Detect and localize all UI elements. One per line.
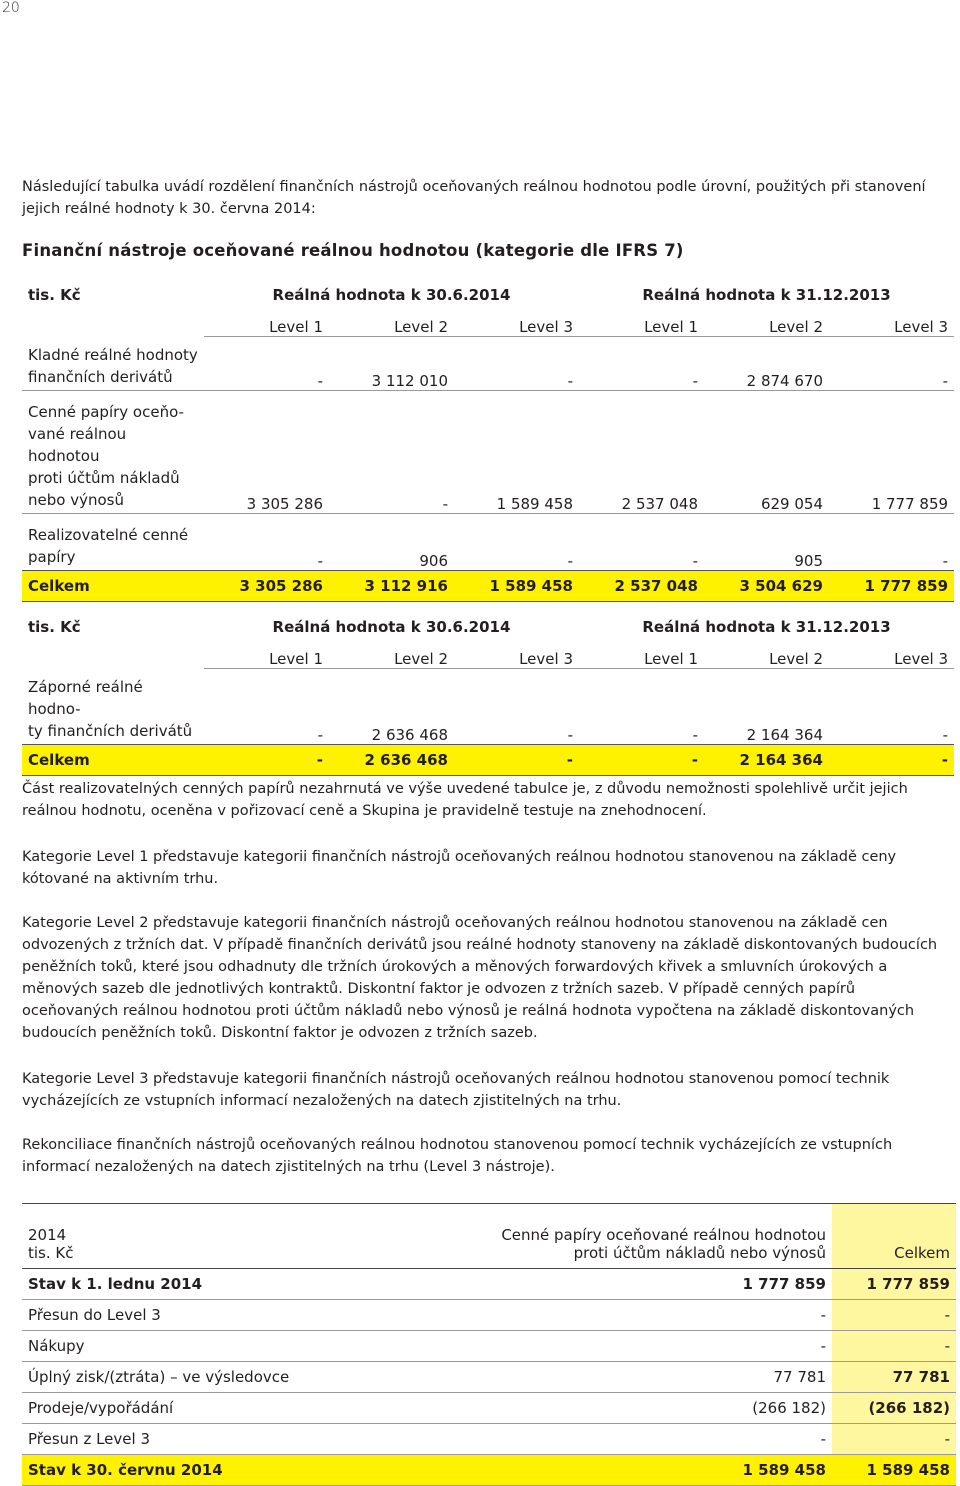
- table-row: [22, 514, 954, 571]
- section-heading: Finanční nástroje oceňované reálnou hodnotou (kategorie dle IFRS 7): [22, 241, 684, 260]
- total-cell: -: [579, 745, 704, 776]
- total-cell: -: [204, 745, 329, 776]
- cell: 1 777 859: [829, 391, 954, 514]
- row-label: Stav k 1. lednu 2014: [22, 1269, 442, 1300]
- cell: -: [692, 552, 698, 570]
- level-header: Level 2: [704, 636, 829, 668]
- cell: -: [942, 726, 949, 744]
- level3-reconciliation-table: [22, 1203, 956, 1486]
- table-row: [22, 1269, 956, 1300]
- total-cell: 2 537 048: [579, 571, 704, 602]
- cell: 3 112 010: [329, 336, 454, 391]
- fair-value-assets-table: [22, 276, 954, 602]
- intro-text: Následující tabulka uvádí rozdělení finančních nástrojů oceňovaných reálnou hodnotou podle úrovní, použitých při stanovení jejich reálné hodnoty k 30. června 2014:: [22, 179, 926, 217]
- level-header: Level 3: [454, 304, 579, 336]
- level-header: Level 1: [204, 636, 329, 668]
- cell: 1 589 458: [442, 1455, 832, 1486]
- recon-total-header: Celkem: [832, 1204, 956, 1269]
- period-header-2014: Reálná hodnota k 30.6.2014: [272, 286, 511, 304]
- row-label: vané reálnou hodnotou: [28, 425, 127, 465]
- cell: -: [832, 1300, 956, 1331]
- unit-label: tis. Kč: [28, 618, 81, 636]
- paragraph: Část realizovatelných cenných papírů nezahrnutá ve výše uvedené tabulce je, z důvodu nemožnosti spolehlivě určit jejich reálnou hodnotu, oceněna v pořizovací ceně a Skupina je pravidelně testuje na znehodnocení.: [22, 781, 908, 819]
- table-row: [22, 668, 954, 745]
- cell: 905: [794, 552, 823, 570]
- level-header: Level 1: [579, 304, 704, 336]
- row-label: Cenné papíry oceňo-: [28, 403, 184, 421]
- level-header: Level 2: [704, 304, 829, 336]
- cell: -: [204, 336, 329, 391]
- paragraph: Kategorie Level 3 představuje kategorii finančních nástrojů oceňovaných reálnou hodnotou stanovenou pomocí technik vycházejících ze vstupních informací nezaložených na datech zjistitelných na trhu.: [22, 1071, 890, 1109]
- total-row: [22, 571, 954, 602]
- row-label: papíry: [28, 548, 76, 566]
- total-label: Celkem: [22, 571, 204, 602]
- total-cell: 2 164 364: [704, 745, 829, 776]
- cell: 2 164 364: [746, 726, 823, 744]
- total-cell: 2 636 468: [329, 745, 454, 776]
- table-row: [22, 1424, 956, 1455]
- cell: 2 537 048: [579, 391, 704, 514]
- level-header: Level 3: [829, 304, 954, 336]
- cell: -: [829, 336, 954, 391]
- cell: 77 781: [442, 1362, 832, 1393]
- cell: 3 305 286: [204, 391, 329, 514]
- row-label: Nákupy: [22, 1331, 442, 1362]
- paragraph: Kategorie Level 1 představuje kategorii finančních nástrojů oceňovaných reálnou hodnotou stanovenou na základě ceny kótované na aktivním trhu.: [22, 849, 897, 887]
- cell: 77 781: [832, 1362, 956, 1393]
- cell: 1 777 859: [442, 1269, 832, 1300]
- level-header: Level 3: [454, 636, 579, 668]
- total-label: Celkem: [22, 745, 204, 776]
- table-row: [22, 1300, 956, 1331]
- cell: 2 874 670: [704, 336, 829, 391]
- cell: -: [579, 336, 704, 391]
- cell: -: [442, 1300, 832, 1331]
- recon-unit: tis. Kč: [28, 1244, 74, 1262]
- row-label: Realizovatelné cenné: [28, 526, 189, 544]
- total-cell: 3 112 916: [329, 571, 454, 602]
- cell: 906: [419, 552, 448, 570]
- level-header: Level 1: [204, 304, 329, 336]
- fair-value-liabilities-table: [22, 608, 954, 776]
- total-row: [22, 1455, 956, 1486]
- cell: -: [692, 726, 698, 744]
- row-label: Prodeje/vypořádání: [22, 1393, 442, 1424]
- total-cell: 3 305 286: [204, 571, 329, 602]
- cell: -: [567, 552, 573, 570]
- row-label: ty finančních derivátů: [28, 722, 193, 740]
- cell: -: [442, 1424, 832, 1455]
- total-cell: 3 504 629: [704, 571, 829, 602]
- table-row: [22, 1393, 956, 1424]
- paragraph: Kategorie Level 2 představuje kategorii finančních nástrojů oceňovaných reálnou hodnotou stanovenou na základě cen odvozených z tržních dat. V případě finančních derivátů jsou reálné hodnoty stanoveny na základě diskontovaných budoucích peněžních toků, které jsou odhadnuty dle tržních úrokových a měnových forwardových křivek a smluvních úrokových a měnových sazeb dle jednotlivých kontraktů. Diskontní faktor je odvozen z tržních sazeb. V případě cenných papírů oceňovaných reálnou hodnotou proti účtům nákladů nebo výnosů je reálná hodnota vypočtena na základě diskontovaných budoucích peněžních toků. Diskontní faktor je odvozen z tržních sazeb.: [22, 915, 938, 1041]
- table-row: [22, 336, 954, 391]
- cell: 629 054: [704, 391, 829, 514]
- level-header: Level 3: [829, 636, 954, 668]
- cell: -: [317, 552, 323, 570]
- unit-label: tis. Kč: [28, 286, 81, 304]
- cell: (266 182): [442, 1393, 832, 1424]
- page-number: 20: [2, 0, 20, 16]
- recon-col-header: Cenné papíry oceňované reálnou hodnotou: [501, 1226, 826, 1244]
- table-row: [22, 391, 954, 514]
- cell: -: [317, 726, 323, 744]
- cell: -: [832, 1424, 956, 1455]
- level-header: Level 2: [329, 636, 454, 668]
- cell: 1 589 458: [832, 1455, 956, 1486]
- total-cell: 1 589 458: [454, 571, 579, 602]
- recon-year: 2014: [28, 1226, 67, 1244]
- total-row: [22, 745, 954, 776]
- level-header: Level 2: [329, 304, 454, 336]
- cell: -: [442, 1331, 832, 1362]
- row-label: nebo výnosů: [28, 491, 124, 509]
- row-label: Záporné reálné hodno-: [28, 678, 143, 718]
- cell: -: [567, 726, 573, 744]
- cell: 2 636 468: [371, 726, 448, 744]
- level-header: Level 1: [579, 636, 704, 668]
- cell: (266 182): [832, 1393, 956, 1424]
- row-label: Úplný zisk/(ztráta) – ve výsledovce: [22, 1362, 442, 1393]
- row-label: proti účtům nákladů: [28, 469, 180, 487]
- cell: -: [832, 1331, 956, 1362]
- paragraph: Rekonciliace finančních nástrojů oceňovaných reálnou hodnotou stanovenou pomocí technik vycházejících ze vstupních informací nezaložených na datech zjistitelných na trhu (Level 3 nástroje).: [22, 1137, 893, 1175]
- row-label: Stav k 30. červnu 2014: [22, 1455, 442, 1486]
- row-label: Přesun do Level 3: [22, 1300, 442, 1331]
- cell: 1 589 458: [454, 391, 579, 514]
- table-row: [22, 1362, 956, 1393]
- row-label: Kladné reálné hodnoty: [28, 346, 198, 364]
- period-header-2013: Reálná hodnota k 31.12.2013: [642, 618, 891, 636]
- table-row: [22, 1331, 956, 1362]
- row-label: Přesun z Level 3: [22, 1424, 442, 1455]
- cell: -: [942, 552, 949, 570]
- period-header-2013: Reálná hodnota k 31.12.2013: [642, 286, 891, 304]
- cell: -: [454, 336, 579, 391]
- total-cell: 1 777 859: [829, 571, 954, 602]
- total-cell: -: [829, 745, 954, 776]
- cell: 1 777 859: [832, 1269, 956, 1300]
- period-header-2014: Reálná hodnota k 30.6.2014: [272, 618, 511, 636]
- total-cell: -: [454, 745, 579, 776]
- row-label: finančních derivátů: [28, 368, 173, 386]
- recon-col-header: proti účtům nákladů nebo výnosů: [573, 1244, 826, 1262]
- cell: -: [329, 391, 454, 514]
